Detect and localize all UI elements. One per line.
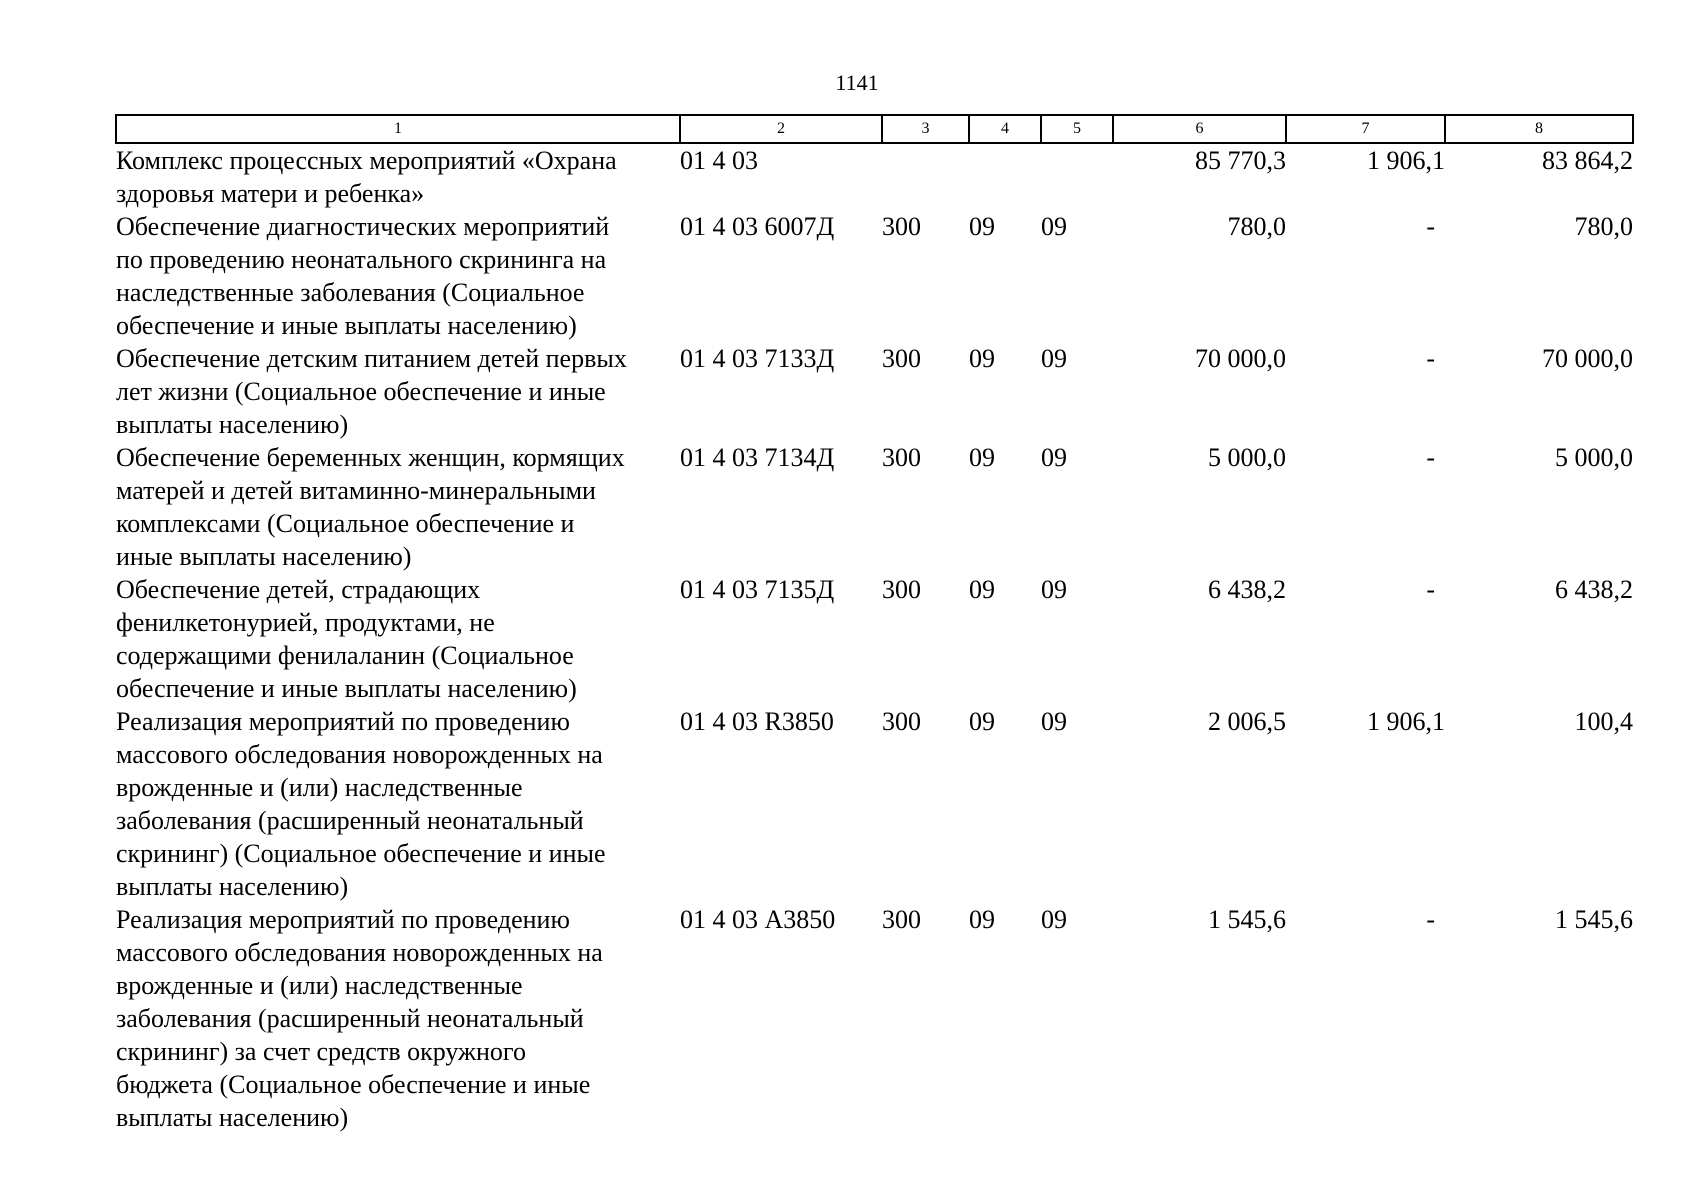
row-fed: -	[1426, 443, 1435, 472]
row-name: Обеспечение беременных женщин, кормящих матерей и детей витаминно-минеральными комплексами (Социальное обеспечение и иные выплаты населению)	[116, 443, 625, 571]
row-pr: 09	[1041, 344, 1067, 373]
table-row	[116, 441, 1633, 573]
row-code: 01 4 03 7133Д	[680, 344, 835, 373]
row-code: 01 4 03	[680, 146, 758, 175]
row-pr: 09	[1041, 443, 1067, 472]
table-body	[116, 143, 1633, 1134]
row-name: Реализация мероприятий по проведению массового обследования новорожденных на врожденные и (или) наследственные заболевания (расширенный неонатальный скрининг) за счет средств окружного бюджета (Социальное обеспечение и иные выплаты населению)	[116, 905, 603, 1132]
table-row	[116, 210, 1633, 342]
row-fed: -	[1426, 212, 1435, 241]
row-vr: 300	[882, 344, 921, 373]
row-rz: 09	[969, 344, 995, 373]
row-total: 70 000,0	[1195, 344, 1286, 373]
budget-table	[115, 114, 1634, 1134]
row-code: 01 4 03 6007Д	[680, 212, 835, 241]
row-name: Обеспечение детским питанием детей первых лет жизни (Социальное обеспечение и иные выплаты населению)	[116, 344, 627, 439]
header-row	[116, 115, 1633, 143]
row-fed: 1 906,1	[1367, 707, 1445, 736]
header-col-4: 4	[969, 115, 1041, 143]
table-row	[116, 903, 1633, 1134]
row-code: 01 4 03 А3850	[680, 905, 836, 934]
header-col-8: 8	[1445, 115, 1633, 143]
row-reg: 6 438,2	[1555, 575, 1633, 604]
row-reg: 83 864,2	[1542, 146, 1633, 175]
page-number: 1141	[835, 70, 879, 95]
row-fed: -	[1426, 344, 1435, 373]
row-rz	[969, 143, 1041, 210]
table-row	[116, 705, 1633, 903]
row-reg: 780,0	[1574, 212, 1633, 241]
row-pr: 09	[1041, 212, 1067, 241]
header-col-3: 3	[882, 115, 969, 143]
row-pr	[1041, 143, 1113, 210]
row-pr: 09	[1041, 707, 1067, 736]
row-vr	[882, 143, 969, 210]
row-reg: 70 000,0	[1542, 344, 1633, 373]
row-total: 2 006,5	[1208, 707, 1286, 736]
row-total: 1 545,6	[1208, 905, 1286, 934]
row-name: Комплекс процессных мероприятий «Охрана здоровья матери и ребенка»	[116, 146, 617, 208]
row-vr: 300	[882, 905, 921, 934]
row-code: 01 4 03 7134Д	[680, 443, 835, 472]
row-rz: 09	[969, 707, 995, 736]
row-rz: 09	[969, 212, 995, 241]
header-col-7: 7	[1286, 115, 1445, 143]
row-rz: 09	[969, 443, 995, 472]
row-vr: 300	[882, 707, 921, 736]
table-row	[116, 342, 1633, 441]
table-row	[116, 573, 1633, 705]
row-reg: 1 545,6	[1555, 905, 1633, 934]
row-vr: 300	[882, 212, 921, 241]
row-name: Обеспечение детей, страдающих фенилкетонурией, продуктами, не содержащими фенилаланин (Социальное обеспечение и иные выплаты населению)	[116, 575, 577, 703]
row-fed: 1 906,1	[1367, 146, 1445, 175]
header-col-5: 5	[1041, 115, 1113, 143]
table-row	[116, 143, 1633, 210]
row-code: 01 4 03 7135Д	[680, 575, 835, 604]
row-reg: 100,4	[1574, 707, 1633, 736]
row-rz: 09	[969, 905, 995, 934]
row-fed: -	[1426, 905, 1435, 934]
row-pr: 09	[1041, 905, 1067, 934]
row-name: Реализация мероприятий по проведению массового обследования новорожденных на врожденные и (или) наследственные заболевания (расширенный неонатальный скрининг) (Социальное обеспечение и иные выплаты населению)	[116, 707, 606, 901]
row-total: 85 770,3	[1195, 146, 1286, 175]
row-vr: 300	[882, 443, 921, 472]
row-pr: 09	[1041, 575, 1067, 604]
row-reg: 5 000,0	[1555, 443, 1633, 472]
table-header	[116, 115, 1633, 143]
row-vr: 300	[882, 575, 921, 604]
row-total: 5 000,0	[1208, 443, 1286, 472]
row-total: 780,0	[1227, 212, 1286, 241]
row-total: 6 438,2	[1208, 575, 1286, 604]
header-col-1: 1	[116, 115, 680, 143]
row-fed: -	[1426, 575, 1435, 604]
row-name: Обеспечение диагностических мероприятий по проведению неонатального скрининга на наследственные заболевания (Социальное обеспечение и иные выплаты населению)	[116, 212, 610, 340]
header-col-2: 2	[680, 115, 882, 143]
row-code: 01 4 03 R3850	[680, 707, 834, 736]
row-rz: 09	[969, 575, 995, 604]
header-col-6: 6	[1113, 115, 1286, 143]
